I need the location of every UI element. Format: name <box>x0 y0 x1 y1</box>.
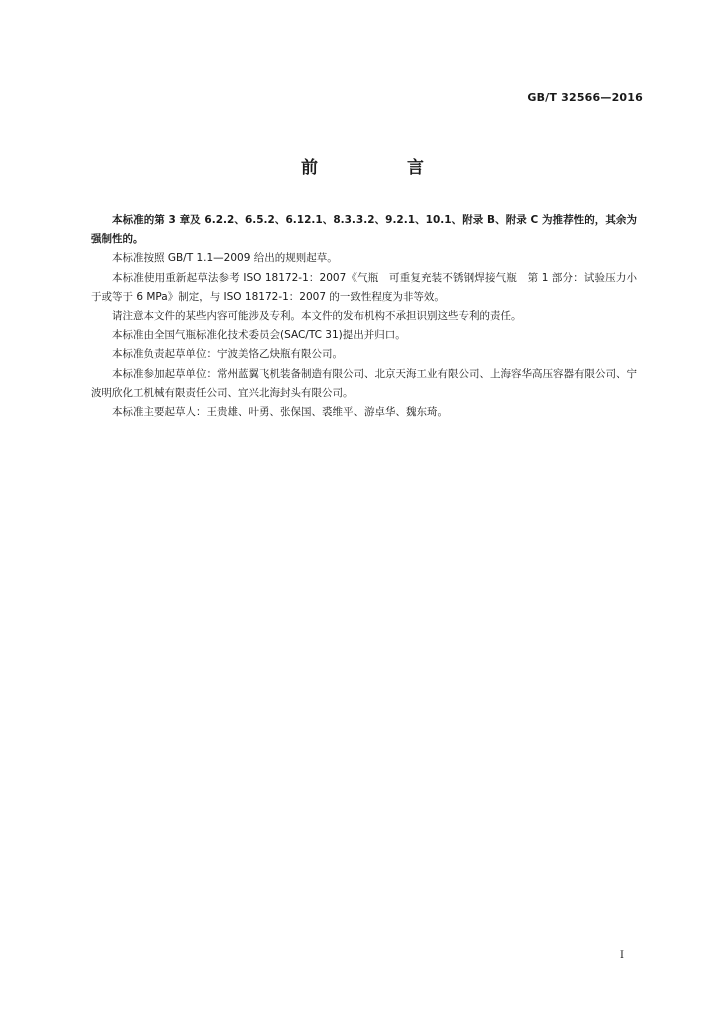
paragraph-participating-drafters: 本标准参加起草单位：常州蓝翼飞机装备制造有限公司、北京天海工业有限公司、上海容华高压容器有限公司、宁波明欣化工机械有限责任公司、宜兴北海封头有限公司。 <box>91 367 637 399</box>
paragraph-iso-reference: 本标准使用重新起草法参考 ISO 18172-1：2007《气瓶 可重复充装不锈钢焊接气瓶 第 1 部分：试验压力小于或等于 6 MPa》制定，与 ISO 18172-1：2007 的一致性程度为非等效。 <box>91 271 637 303</box>
standard-number: GB/T 32566—2016 <box>527 91 643 104</box>
paragraph-drafting-rules: 本标准按照 GB/T 1.1—2009 给出的规则起草。 <box>112 252 338 265</box>
paragraph-main-drafters: 本标准主要起草人：王贵雄、叶勇、张保国、裘维平、游卓华、魏东琦。 <box>112 406 448 419</box>
page-number: I <box>620 950 624 961</box>
page-title: 前 言 <box>301 158 460 178</box>
paragraph-mandatory-scope: 本标准的第 3 章及 6.2.2、6.5.2、6.12.1、8.3.3.2、9.2.1、10.1、附录 B、附录 C 为推荐性的，其余为强制性的。 <box>91 214 637 246</box>
paragraph-lead-drafter: 本标准负责起草单位：宁波美恪乙炔瓶有限公司。 <box>112 348 343 361</box>
paragraph-proposer: 本标准由全国气瓶标准化技术委员会(SAC/TC 31)提出并归口。 <box>112 329 406 342</box>
paragraph-patent-notice: 请注意本文件的某些内容可能涉及专利。本文件的发布机构不承担识别这些专利的责任。 <box>112 310 522 323</box>
foreword-body <box>91 211 637 422</box>
